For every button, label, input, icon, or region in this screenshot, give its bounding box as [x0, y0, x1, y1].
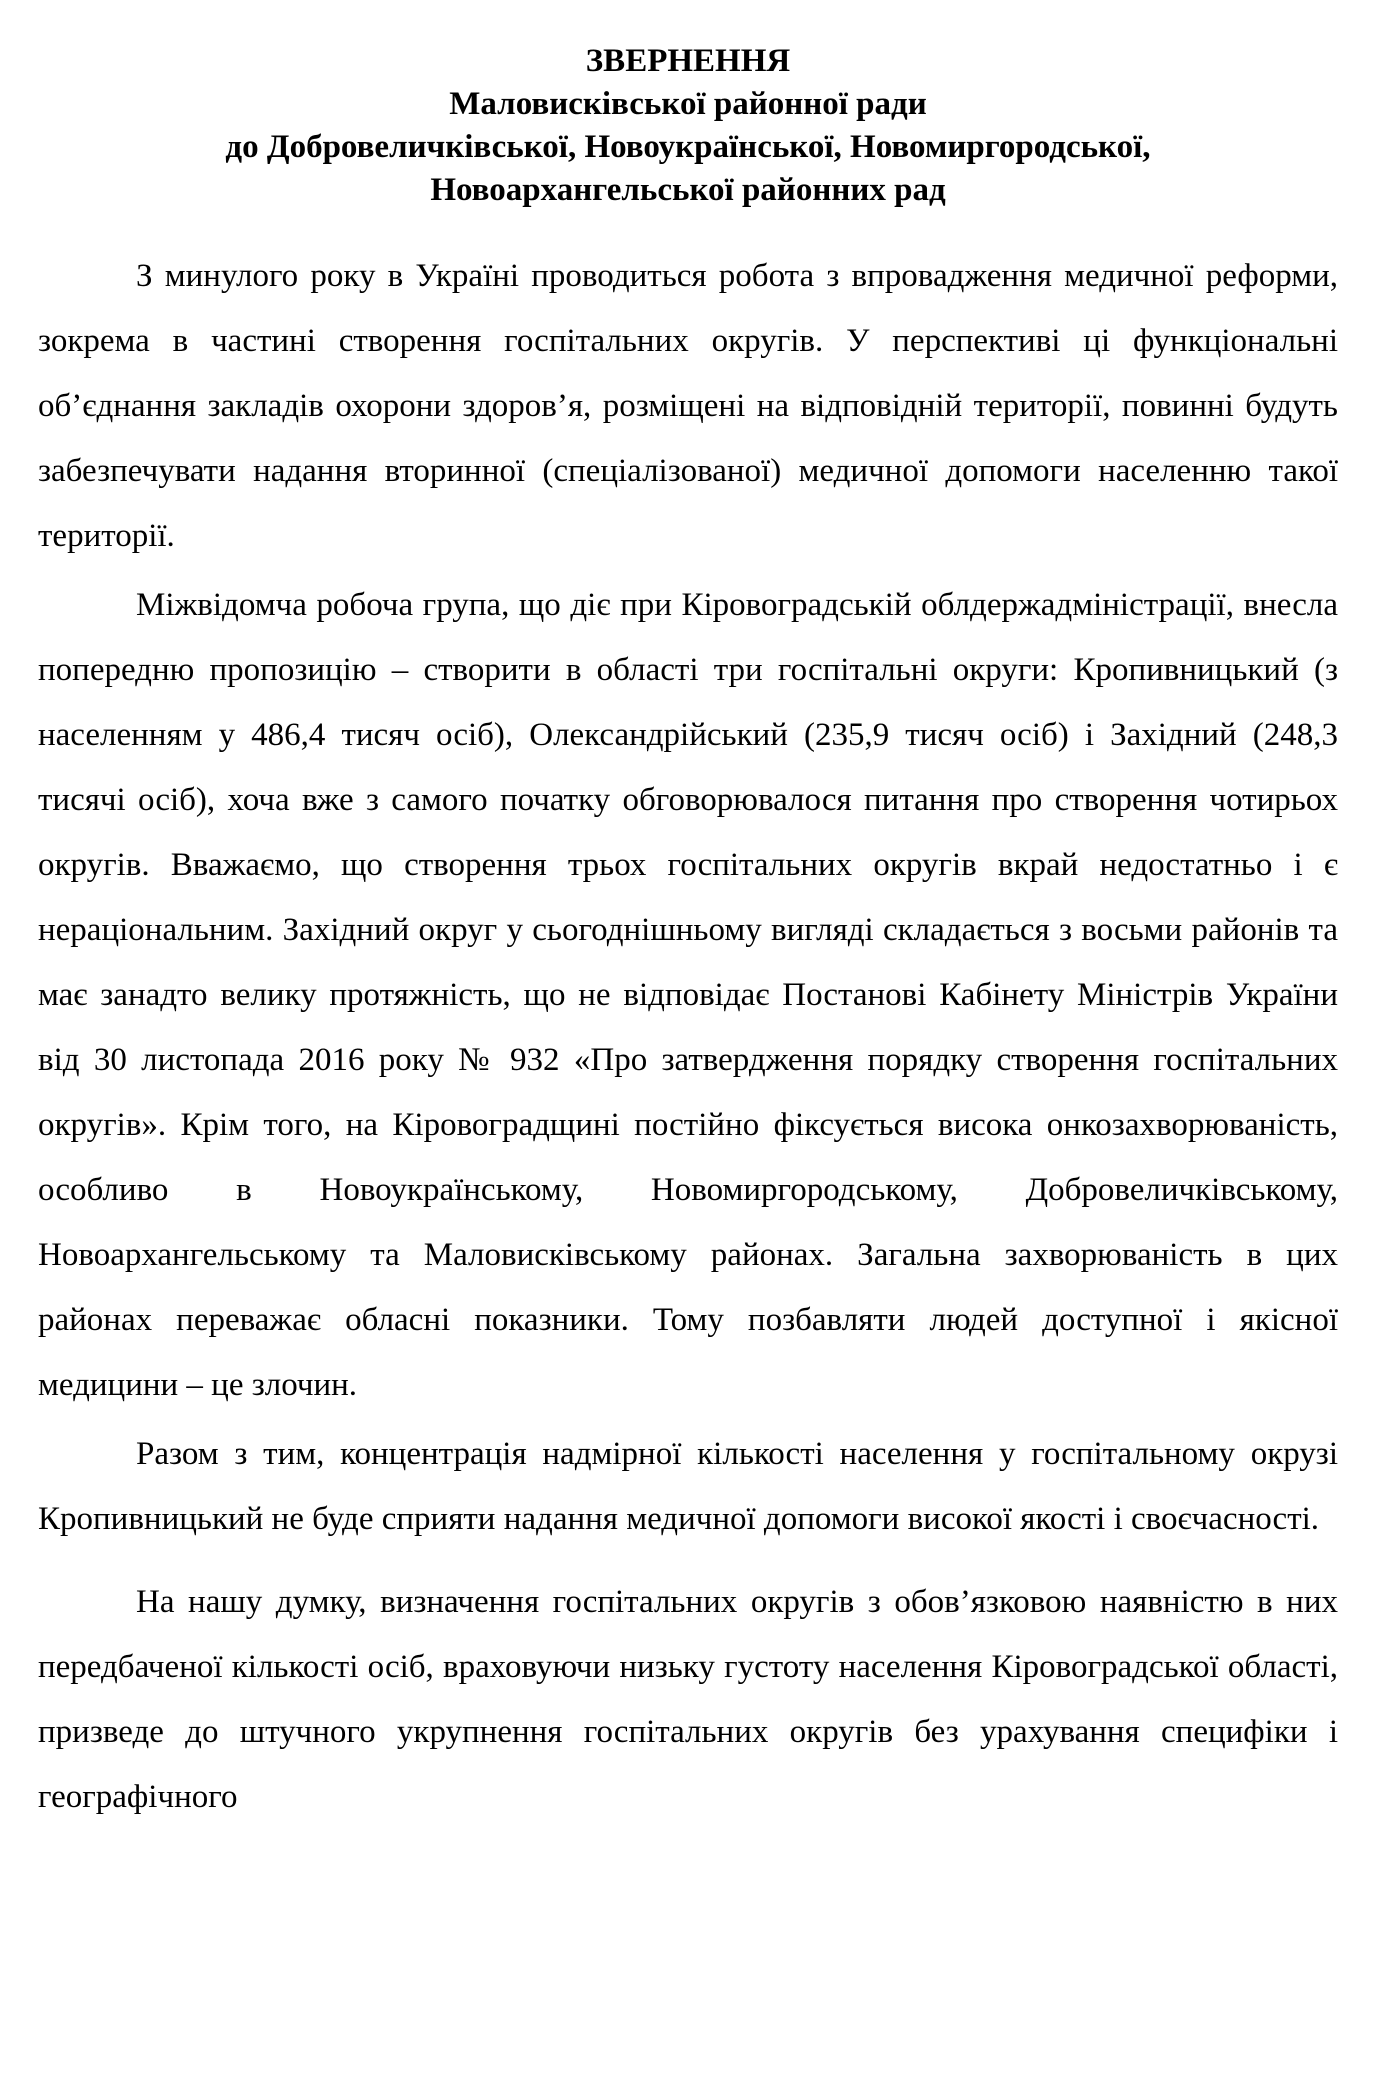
header-recipients-line-2: Новоархангельської районних рад — [430, 172, 946, 208]
document-title: ЗВЕРНЕННЯ — [585, 43, 791, 79]
paragraph-1: З минулого року в Україні проводиться робота з впровадження медичної реформи, зокрема в частині створення госпітальних округів. У перспективі ці функціональні об’єднання закладів охорони здоров’я, розміщені на відповідній території, повинні будуть забезпечувати надання вторинної (спеціалізованої) медичної допомоги населенню такої території. — [38, 258, 1338, 554]
paragraph-2: Міжвідомча робоча група, що діє при Кіровоградській облдержадміністрації, внесла попередню пропозицію – створити в області три госпітальні округи: Кропивницький (з населенням у 486,4 тисяч осіб), Олександрійський (235,9 тисяч осіб) і Західний (248,3 тисячі осіб), хоча вже з самого початку обговорювалося питання про створення чотирьох округів. Вважаємо, що створення трьох госпітальних округів вкрай недостатньо і є нераціональним. Західний округ у сьогоднішньому вигляді складається з восьми районів та має занадто велику протяжність, що не відповідає Постанові Кабінету Міністрів України від 30 листопада 2016 року № 932 «Про затвердження порядку створення госпітальних округів». Крім того, на Кіровоградщині постійно фіксується висока онкозахворюваність, особливо в Новоукраїнському, Новомиргородському, Добровеличківському, Новоархангельському та Маловисківському районах. Загальна захворюваність в цих районах переважає обласні показники. Тому позбавляти людей доступної і якісної медицини – це злочин. — [38, 587, 1338, 1403]
document-header — [38, 40, 1338, 212]
header-author-line: Маловисківської районної ради — [449, 86, 927, 122]
paragraph-3: Разом з тим, концентрація надмірної кількості населення у госпітальному окрузі Кропивницький не буде сприяти надання медичної допомоги високої якості і своєчасності. — [38, 1436, 1338, 1537]
header-recipients-line: до Добровеличківської, Новоукраїнської, Новомиргородської, — [225, 129, 1151, 165]
paragraph-4: На нашу думку, визначення госпітальних округів з обов’язковою наявністю в них передбаченої кількості осіб, враховуючи низьку густоту населення Кіровоградської області, призведе до штучного укрупнення госпітальних округів без урахування специфіки і географічного — [38, 1584, 1338, 1815]
document-page — [38, 40, 1338, 1830]
